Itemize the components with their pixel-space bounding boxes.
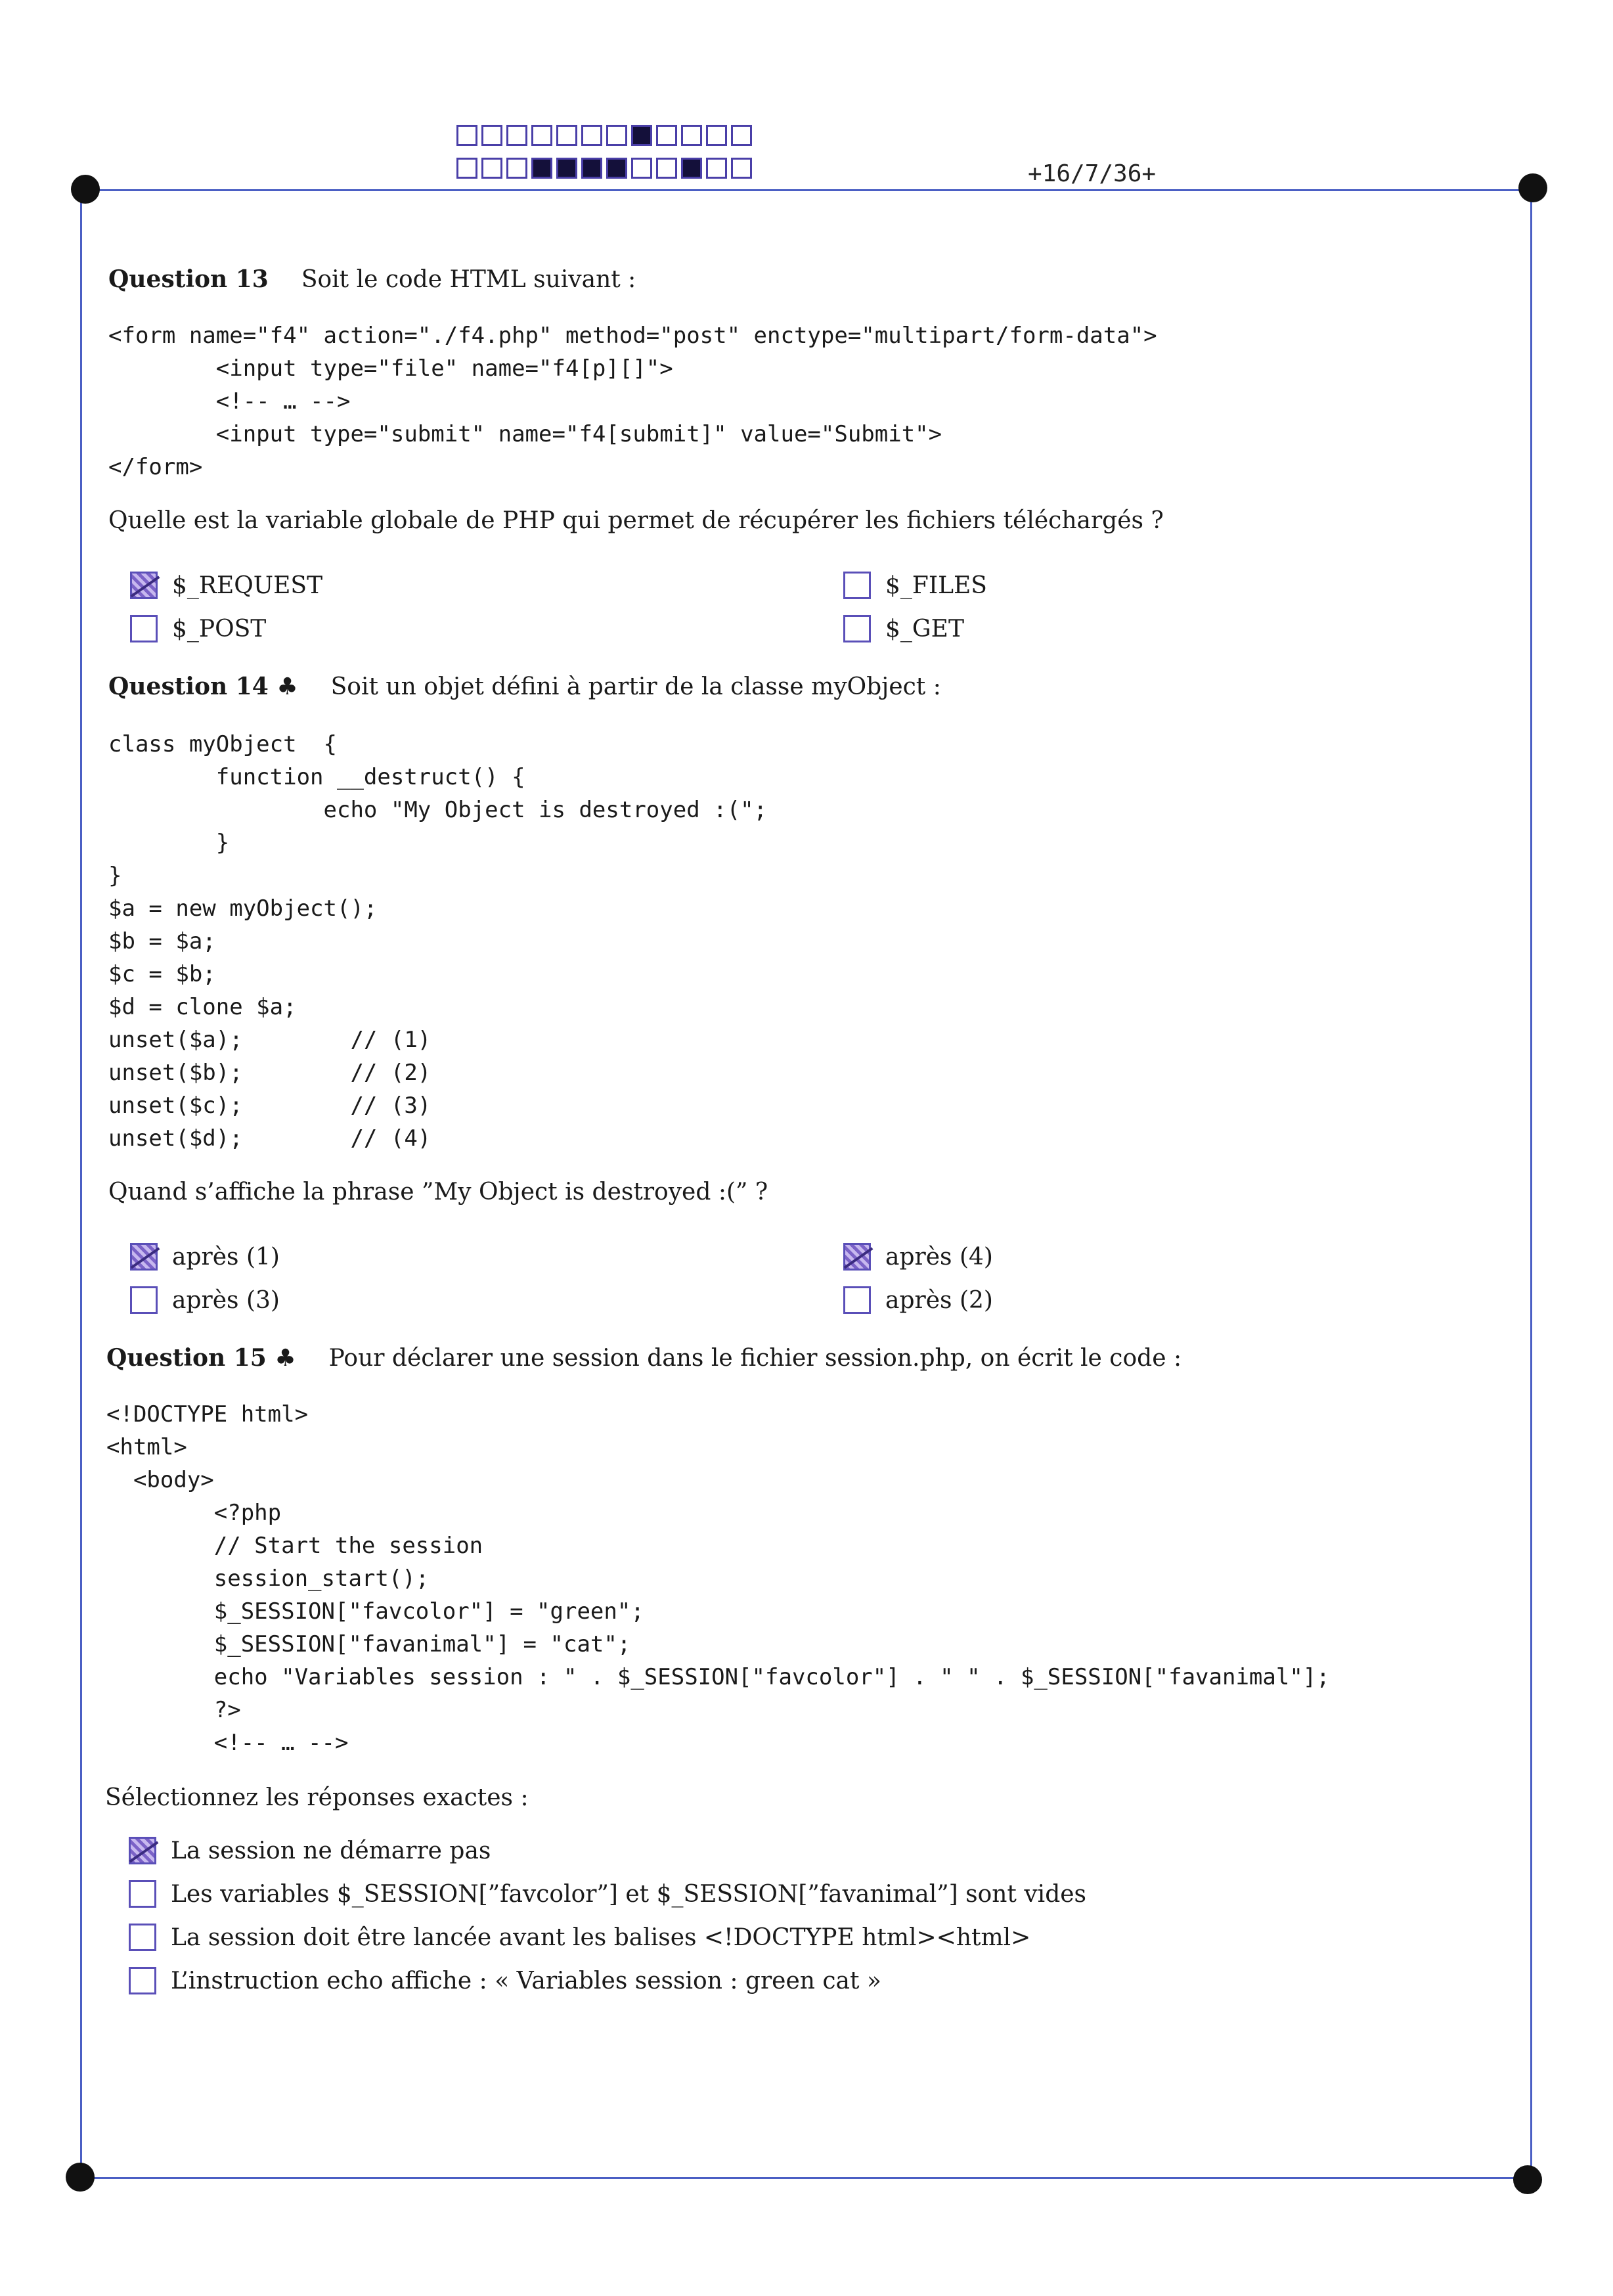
code-cell [706, 158, 727, 179]
code-cell [731, 158, 752, 179]
code-cell [631, 125, 652, 146]
question-14-code: class myObject { function __destruct() { echo "My Object is destroyed :("; } } $a = new myObject(); $b = $a; $c = $b; $d = clone $a; unset($a); // (1) unset($b); // (2) unset($c); // (3) unset($d); // (4) [108, 731, 768, 1152]
q13-choice-post-checkbox[interactable] [130, 615, 158, 642]
code-cell [681, 158, 702, 179]
question-15-prompt: Sélectionnez les réponses exactes : [105, 1784, 529, 1811]
code-cell [656, 125, 677, 146]
question-13-header [108, 265, 636, 293]
q13-choice-get-checkbox[interactable] [843, 615, 871, 642]
question-13-prompt: Quelle est la variable globale de PHP qui permet de récupérer les fichiers téléchargés ? [108, 507, 1164, 534]
code-cell [456, 158, 477, 179]
code-cell [531, 125, 552, 146]
code-cell [481, 125, 502, 146]
code-cell [506, 125, 527, 146]
code-cell [581, 158, 602, 179]
question-14-intro: Soit un objet défini à partir de la classe myObject : [330, 673, 941, 700]
q14-choice-apres-3-checkbox[interactable] [130, 1286, 158, 1314]
code-cell [456, 125, 477, 146]
question-15-header [106, 1344, 1182, 1372]
q14-choice-apres-1-checkbox[interactable] [130, 1243, 158, 1271]
question-13-label: Question 13 [108, 265, 269, 293]
code-cell [656, 158, 677, 179]
frame-right-line [1530, 189, 1532, 2177]
question-15-label: Question 15 ♣ [106, 1344, 296, 1372]
code-cell [531, 158, 552, 179]
q14-choice-apres-1[interactable] [130, 1243, 280, 1271]
q14-choice-apres-4-label: après (4) [885, 1243, 993, 1271]
frame-top-line [84, 189, 1533, 191]
q14-choice-apres-4[interactable] [843, 1243, 993, 1271]
corner-marker-bottom-right [1513, 2165, 1542, 2194]
q13-choice-get-label: $_GET [885, 615, 964, 642]
q14-choice-apres-1-label: après (1) [172, 1243, 280, 1271]
q14-choice-apres-4-checkbox[interactable] [843, 1243, 871, 1271]
q15-choice-4[interactable] [129, 1967, 881, 1994]
q15-choice-1[interactable] [129, 1837, 491, 1864]
q13-choice-request-label: $_REQUEST [172, 572, 323, 599]
q13-choice-request-checkbox[interactable] [130, 572, 158, 599]
q13-choice-files-checkbox[interactable] [843, 572, 871, 599]
question-14-label: Question 14 ♣ [108, 673, 298, 700]
question-14-prompt: Quand s’affiche la phrase ”My Object is destroyed :(” ? [108, 1179, 768, 1205]
q14-choice-apres-3-label: après (3) [172, 1286, 280, 1314]
code-cell [681, 125, 702, 146]
code-cell [556, 158, 577, 179]
q15-choice-3[interactable] [129, 1924, 1030, 1951]
code-cell [581, 125, 602, 146]
q15-choice-2-label: Les variables $_SESSION[”favcolor”] et $_SESSION[”favanimal”] sont vides [171, 1880, 1087, 1908]
question-15-code: <!DOCTYPE html> <html> <body> <?php // Start the session session_start(); $_SESSION["favcolor"] = "green"; $_SESSION["favanimal"] = "cat"; echo "Variables session : " . $_SESSION["favcolor"] . " " . $_SESSION["favanimal"]; ?> <!-- … --> [106, 1401, 1330, 1756]
q14-choice-apres-2[interactable] [843, 1286, 993, 1314]
corner-marker-top-left [71, 175, 100, 204]
question-13-code: <form name="f4" action="./f4.php" method="post" enctype="multipart/form-data"> <input type="file" name="f4[p][]"> <!-- … --> <input type="submit" name="f4[submit]" value="Submit"> </form> [108, 323, 1157, 480]
code-cell [706, 125, 727, 146]
q15-choice-2-checkbox[interactable] [129, 1880, 156, 1908]
corner-marker-bottom-left [66, 2163, 95, 2192]
code-cell [481, 158, 502, 179]
code-cell [606, 158, 627, 179]
q15-choice-2[interactable] [129, 1880, 1086, 1908]
q15-choice-3-label: La session doit être lancée avant les balises <!DOCTYPE html><html> [171, 1924, 1031, 1951]
code-cell [731, 125, 752, 146]
q13-choice-request[interactable] [130, 572, 322, 599]
q13-choice-get[interactable] [843, 615, 964, 642]
q13-choice-files-label: $_FILES [885, 572, 987, 599]
code-cell [631, 158, 652, 179]
q15-choice-1-label: La session ne démarre pas [171, 1837, 491, 1864]
q13-choice-post[interactable] [130, 615, 266, 642]
q13-choice-post-label: $_POST [172, 615, 267, 642]
q15-choice-3-checkbox[interactable] [129, 1924, 156, 1951]
page-id: +16/7/36+ [1028, 160, 1157, 187]
frame-left-line [80, 189, 82, 2177]
q15-choice-4-label: L’instruction echo affiche : « Variables session : green cat » [171, 1967, 881, 1994]
q14-choice-apres-2-checkbox[interactable] [843, 1286, 871, 1314]
binary-code-row-2 [456, 158, 756, 181]
question-15-intro: Pour déclarer une session dans le fichier session.php, on écrit le code : [328, 1345, 1182, 1372]
q13-choice-files[interactable] [843, 572, 987, 599]
q15-choice-1-checkbox[interactable] [129, 1837, 156, 1864]
q14-choice-apres-2-label: après (2) [885, 1286, 993, 1314]
binary-code-row-1 [456, 125, 756, 148]
corner-marker-top-right [1518, 173, 1547, 202]
question-14-header [108, 673, 941, 700]
question-13-intro: Soit le code HTML suivant : [301, 266, 636, 293]
q14-choice-apres-3[interactable] [130, 1286, 280, 1314]
code-cell [606, 125, 627, 146]
code-cell [506, 158, 527, 179]
code-cell [556, 125, 577, 146]
q15-choice-4-checkbox[interactable] [129, 1967, 156, 1994]
frame-bottom-line [79, 2177, 1528, 2179]
